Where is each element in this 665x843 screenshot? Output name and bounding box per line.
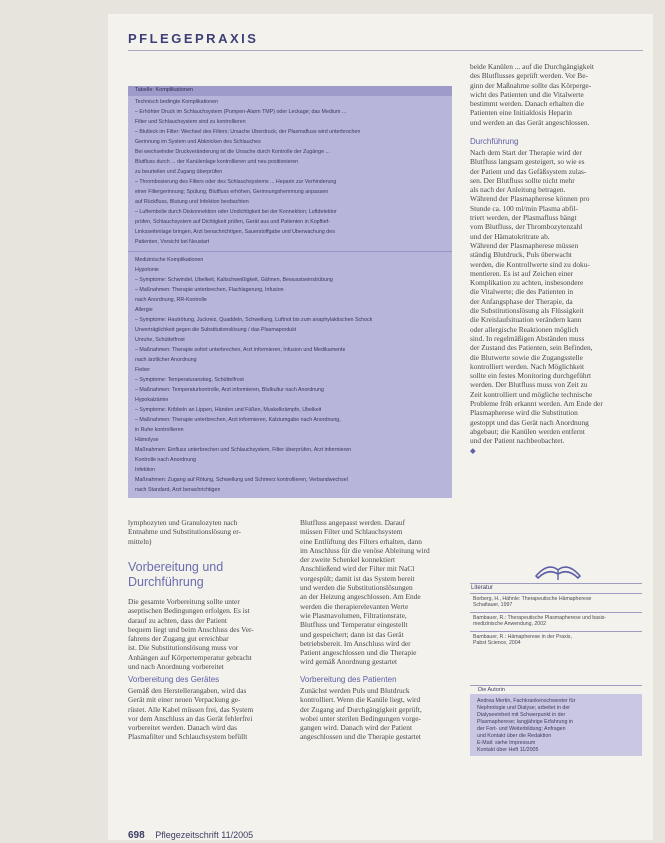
text-line: müssen Filter und Schlauchsystem: [300, 527, 403, 537]
subheading-procedure: Durchführung: [470, 137, 519, 146]
table-line: Fieber: [135, 367, 151, 373]
literature-rule: [470, 631, 642, 632]
text-line: eine Entlüftung des Filters erhalten, dann: [300, 536, 422, 546]
text-line: gestoppt und das Gerät nach Anordnung: [470, 417, 589, 427]
text-line: und werden an das Gerät angeschlossen.: [470, 117, 590, 127]
table-line: – Maßnahmen: Therapie unterbrechen, Arzt informieren, Kalziumgabe nach Anordnung,: [135, 417, 341, 423]
text-line: vor dem Anschluss an das Gerät fehlerfrei: [128, 713, 253, 723]
subheading-patient-prep: Vorbereitung des Patienten: [300, 675, 397, 684]
text-line: beide Kanülen ... auf die Durchgängigkeit: [470, 62, 594, 71]
table-line: Hypotonie: [135, 267, 159, 273]
text-line: Plasmafilter und Schlauchsystem befüllt: [128, 732, 248, 742]
text-line: ginn der Maßnahme sollte das Körperge-: [470, 80, 592, 90]
table-line: nach ärztlicher Anordnung: [135, 357, 197, 363]
table-line: – Thrombosierung des Filters oder des Schlauchsystems ... Heparin zur Verhinderung: [135, 179, 337, 185]
text-line: der Zugang auf Durchgängigkeit geprüft,: [300, 704, 422, 714]
author-label: Die Autorin: [478, 687, 505, 693]
table-line: Infektion: [135, 467, 156, 473]
text-line: im Anschluss für die venöse Ableitung wird: [300, 545, 430, 555]
author-line: E-Mail: siehe Impressum: [477, 740, 536, 746]
text-line: Anschließend wird der Filter mit NaCl: [300, 564, 415, 574]
table-line: in Ruhe kontrollieren: [135, 427, 184, 433]
text-line: Nach dem Start der Therapie wird der: [470, 148, 582, 157]
table-line: Gerinnung im System und Abknicken des Schlauches: [135, 139, 261, 145]
table-line: – Luftembolie durch Diskonnektion oder Undichtigkeit bei der Konnektion; Luftdetektor: [135, 209, 337, 215]
table-line: Maßnahmen: Zugang auf Rötung, Schwellung und Schmerz kontrollieren, Verbandwechsel: [135, 477, 348, 483]
text-line: triert werden, der Plasmafluss hängt: [470, 213, 577, 223]
page-number: 698: [128, 830, 145, 841]
text-line: Blutfluss langsam gesteigert, so wie es: [470, 157, 585, 167]
text-line: Gemäß den Herstellerangaben, wird das: [128, 686, 247, 695]
text-line: Während der Plasmapherese können pro: [470, 194, 590, 204]
table-line: Unruhe, Schüttelfrost: [135, 337, 185, 343]
table-line: auf Rückfluss, Blutung und Infektion beobachten: [135, 199, 249, 205]
text-line: darauf zu achten, dass der Patient: [128, 615, 227, 625]
author-line: Dialyseeinheit mit Schwerpunkt in der: [477, 712, 566, 718]
column-1-body-2: [128, 686, 288, 742]
text-line: Entnahme und Substitutionslösung er-: [128, 527, 241, 537]
text-line: betriebsbereit. Im Anschluss wird der: [300, 638, 411, 648]
literature-line: Bambauer, R.: Hämapherese in der Praxis,: [473, 634, 572, 640]
text-line: angeschlossen und die Therapie gestartet: [300, 732, 421, 742]
literature-line: Borberg, H., Hähnle: Therapeutische Hämapherese: [473, 596, 592, 602]
literature-line: medizinische Anwendung, 2002: [473, 621, 546, 628]
text-line: Die gesamte Vorbereitung sollte unter: [128, 597, 240, 606]
text-line: der Patient und das Gefäßsystem zulas-: [470, 166, 587, 176]
text-line: die Vitalwerte; die des Patienten in: [470, 287, 574, 297]
literature-line: Bambauer, R.: Therapeutische Plasmapherese und basis-: [473, 615, 607, 621]
table-line: Technisch bedingte Komplikationen: [135, 99, 219, 105]
table-line: nach Anordnung, RR-Kontrolle: [135, 297, 207, 303]
text-line: sen. Der Blutfluss sollte nicht mehr: [470, 175, 575, 185]
text-line: gangen wird. Danach wird der Patient: [300, 723, 413, 733]
table-line: – Symptome: Temperaturanstieg, Schüttelfrost: [135, 377, 244, 383]
text-line: der zweite Schenkel konnektiert: [300, 555, 396, 565]
text-line: des Blutflusses geprüft werden. Vor Be-: [470, 71, 588, 81]
section-header: PFLEGEPRAXIS: [128, 31, 259, 46]
text-line: und der Hämatokritrate ab.: [470, 231, 550, 241]
table-line: Filter und Schlauchsystem sind zu kontrollieren: [135, 119, 246, 125]
table-line: Patienten, Vorsicht bei Neustart: [135, 239, 210, 245]
column-2-intro: [300, 518, 458, 667]
text-line: abgebaut; die Kanülen werden entfernt: [470, 426, 585, 436]
table-line: nach Standard, Arzt benachrichtigen: [135, 487, 221, 493]
literature-rule: [470, 583, 642, 584]
table-line: – Symptome: Kribbeln an Lippen, Händen und Füßen, Muskelkrämpfe, Übelkeit: [135, 407, 322, 413]
page-footer: [128, 830, 253, 841]
author-box: [470, 694, 642, 756]
text-line: oder allergische Reaktionen möglich: [470, 324, 579, 334]
text-line: werden die therapierelevanten Werte: [300, 601, 409, 611]
article-end-mark: ◆: [470, 445, 476, 455]
journal-name: Pflegezeitschrift 11/2005: [155, 830, 254, 840]
text-line: Zeit kontrolliert und mögliche technische: [470, 389, 593, 399]
author-line: Nephrologie und Dialyse; arbeitet in der: [477, 705, 571, 711]
text-line: Gerät mit einer neuen Verpackung ge-: [128, 695, 241, 705]
table-line: Bei wechselnder Druckveränderung ist die Ursache durch Kontrolle der Zugänge ...: [135, 149, 330, 155]
literature-item: [473, 615, 606, 627]
table-header-bar: [128, 86, 452, 96]
text-line: ständig Blutdruck, Puls überwacht: [470, 250, 572, 260]
table-line: Blutfluss durch ... der Kanülenlage kontrollieren und neu positionieren: [135, 159, 299, 165]
text-line: werden. Der Blutfluss muss von Zeit zu: [470, 380, 588, 390]
text-line: wie Plasmavolumen, Filtrationsrate,: [300, 610, 407, 620]
text-line: wobei unter sterilen Bedingungen vorge-: [300, 713, 421, 723]
text-line: vorbereitet werden. Danach wird das: [128, 723, 237, 733]
text-line: wicht des Patienten und die Vitalwerte: [470, 89, 584, 99]
text-line: die Kreislaufsituation verändern kann: [470, 315, 582, 325]
table-group-divider: [128, 251, 452, 252]
table-line: – Maßnahmen: Therapie unterbrechen, Flachlagerung, Infusion: [135, 287, 284, 293]
text-line: mentieren. Es ist auf Zeichen einer: [470, 268, 574, 278]
heading-line: Durchführung: [128, 575, 204, 589]
table-line: – Maßnahmen: Temperaturkontrolle, Arzt informieren, Blutkultur nach Anordnung: [135, 387, 324, 393]
text-line: und werden die Substitutionslösungen: [300, 583, 413, 593]
literature-item: [473, 596, 591, 608]
table-line: Hypokalzämie: [135, 397, 169, 403]
text-line: Patienten eine Initialdosis Heparin: [470, 108, 573, 118]
literature-rule: [470, 593, 642, 594]
literature-line: Pabst Science, 2004: [473, 640, 521, 647]
author-line: und Kontakt über die Redaktion: [477, 733, 552, 739]
header-divider: [128, 50, 643, 51]
text-line: Anhängen auf Körpertemperatur gebracht: [128, 652, 252, 662]
text-line: ist. Die Substitutionslösung muss vor: [128, 643, 239, 653]
text-line: wird gemäß Anordnung gestartet: [300, 657, 398, 667]
text-line: fahrens der Zugang gut erreichbar: [128, 634, 229, 644]
column-1-intro: [128, 518, 288, 546]
table-line: prüfen, Schlauchsystem auf Dichtigkeit prüfen, Gerät aus und Patienten in Kopftief-: [135, 219, 330, 225]
heading-line: Vorbereitung und: [128, 560, 224, 574]
text-line: bestimmt werden. Danach erhalten die: [470, 99, 584, 109]
table-line: Allergie: [135, 307, 153, 313]
text-line: vorgespült; damit ist das System bereit: [300, 573, 415, 583]
text-line: mitteln): [128, 536, 152, 546]
text-line: Blutfluss angepasst werden. Darauf: [300, 518, 406, 527]
table-line: – Erhöhter Druck im Schlauchsystem (Pumpen-Alarm TMP) oder Leckage; das Medium ...: [135, 109, 347, 115]
text-line: der Zustand des Patienten, sein Befinden,: [470, 343, 593, 353]
text-line: werden, die Kontrollwerte sind zu doku-: [470, 259, 590, 269]
literature-rule: [470, 612, 642, 613]
table-line: einer Filtergerinnung; Spülung, Blutfluss erhöhen, Gerinnungshemmung anpassen: [135, 189, 329, 195]
text-line: bequem liegt und beim Anschluss des Ver-: [128, 624, 254, 634]
subheading-device-prep: Vorbereitung des Gerätes: [128, 675, 220, 684]
text-line: als nach der Anleitung betragen.: [470, 185, 566, 195]
complications-table: [128, 86, 452, 498]
column-3-body: [470, 148, 642, 455]
text-line: kontrolliert werden. Nach Möglichkeit: [470, 361, 585, 371]
literature-line: Schattauer, 1997: [473, 602, 513, 609]
author-line: Kontakt über Heft 11/2005: [477, 747, 539, 753]
text-line: Plasmapherese wird die Substitution: [470, 408, 578, 418]
author-line: Andrea Mertin, Fachkrankenschwester für: [477, 698, 576, 704]
text-line: die Blutwerte sowie die Zugangsstelle: [470, 352, 583, 362]
table-title: Tabelle: Komplikationen: [135, 87, 194, 93]
text-line: Probleme früh erkannt werden. Am Ende der: [470, 399, 603, 409]
table-line: zu beurteilen und Zugang überprüfen: [135, 169, 223, 175]
text-line: sollte ein festes Monitoring durchgeführt: [470, 371, 592, 381]
table-line: Kontrolle nach Anordnung: [135, 457, 196, 463]
text-line: sind. In regelmäßigen Abständen muss: [470, 333, 585, 343]
author-line: Plasmapherese; langjährige Erfahrung in: [477, 719, 573, 725]
table-line: Maßnahmen: Einfluss unterbrechen und Schlauchsystem, Filter überprüfen, Arzt informieren: [135, 447, 352, 453]
text-line: Patient angeschlossen und die Therapie: [300, 648, 417, 658]
text-line: Stunde ca. 100 ml/min Plasma abfil-: [470, 203, 578, 213]
text-line: kontrolliert. Wenn die Kanüle liegt, wird: [300, 695, 421, 705]
text-line: die Substitutionslösung als Flüssigkeit: [470, 306, 584, 316]
text-line: an der Heizung angeschlossen. Am Ende: [300, 592, 421, 602]
table-line: Unverträglichkeit gegen die Substitutionslösung / das Plasmaprodukt: [135, 327, 297, 333]
text-line: rüstet. Alle Kabel müssen frei, das System: [128, 704, 254, 714]
table-line: – Symptome: Schwindel, Übelkeit, Kaltschweißigkeit, Gähnen, Bewusstseinstrübung: [135, 277, 333, 283]
table-line: – Maßnahmen: Therapie sofort unterbrechen, Arzt informieren, Infusion und Medikamente: [135, 347, 346, 353]
literature-label: Literatur: [471, 585, 494, 591]
text-line: und nach Anordnung vorbereitet: [128, 662, 224, 672]
text-line: Zunächst werden Puls und Blutdruck: [300, 686, 410, 695]
text-line: aseptischen Bedingungen erfolgen. Es ist: [128, 606, 250, 616]
table-line: Linksseitenlage bringen, Arzt benachrichtigen, Sauerstoffgabe und Überwachung des: [135, 229, 335, 235]
column-3-intro: [470, 62, 642, 127]
text-line: Komplikation zu achten, insbesondere: [470, 278, 584, 288]
text-line: Blutfluss und Temperatur eingestellt: [300, 620, 408, 630]
column-1-body: [128, 597, 288, 671]
table-line: – Blutleck im Filter: Wechsel des Filters; Ursache Überdruck; der Plasmafluss wird unterbrochen: [135, 129, 361, 135]
table-line: Medizinische Komplikationen: [135, 257, 204, 263]
book-icon: [532, 558, 584, 584]
author-line: der Fort- und Weiterbildung; Anfragen: [477, 726, 566, 732]
literature-item: [473, 634, 572, 646]
column-2-body: [300, 686, 458, 742]
text-line: und gespeichert; dann ist das Gerät: [300, 629, 404, 639]
table-line: – Symptome: Hautrötung, Juckreiz, Quaddeln, Schwellung, Luftnot bis zum anaphylaktischen Schock: [135, 317, 373, 323]
text-line: und der Patient nachbeobachtet.: [470, 436, 565, 446]
text-line: der Anfangsphase der Therapie, da: [470, 296, 573, 306]
text-line: Während der Plasmapherese müssen: [470, 240, 579, 250]
table-line: Hämolyse: [135, 437, 159, 443]
text-line: lymphozyten und Granulozyten nach: [128, 518, 238, 527]
text-line: vom Blutfluss, der Thrombozytenzahl: [470, 222, 583, 232]
section-heading-preparation: [128, 560, 223, 590]
